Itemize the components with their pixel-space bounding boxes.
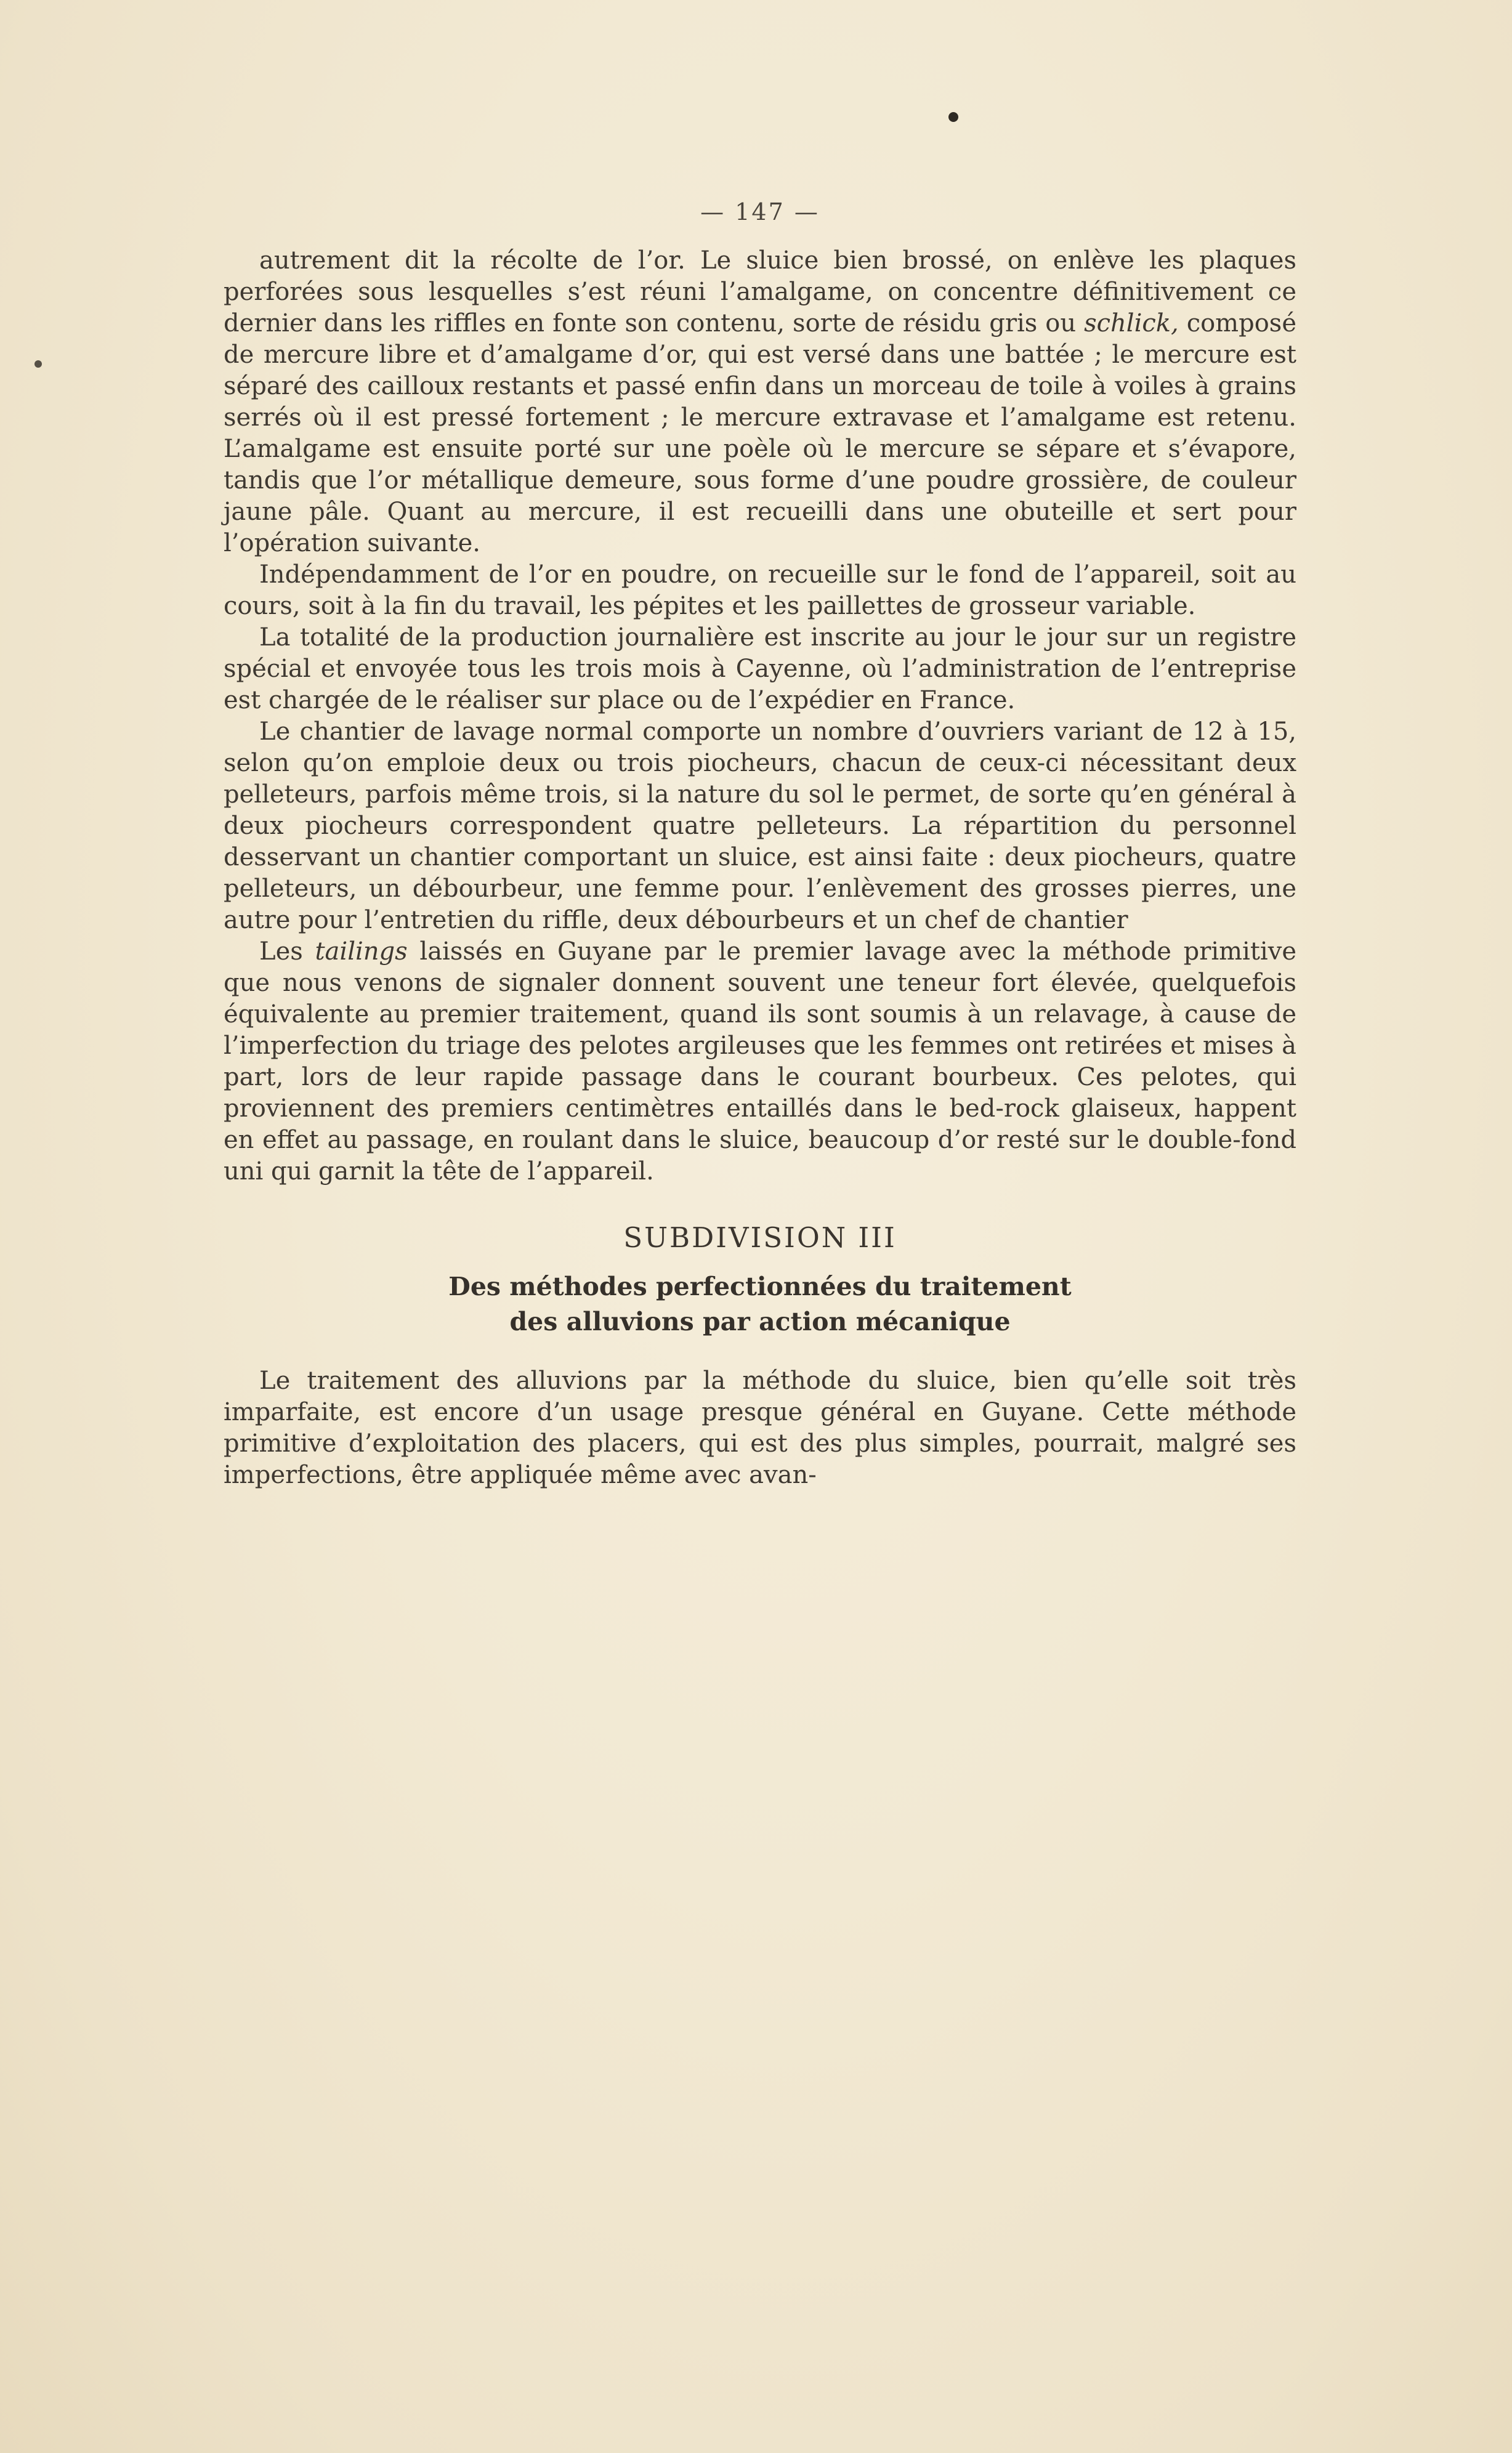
paragraph-workers bbox=[224, 716, 1296, 936]
section-subtitle-line2: des alluvions par action mécanique bbox=[509, 1307, 1011, 1336]
page-number: — 147 — bbox=[700, 198, 820, 225]
section-subtitle-line1: Des méthodes perfectionnées du traitement bbox=[448, 1272, 1072, 1301]
section-subtitle bbox=[224, 1269, 1296, 1340]
term-schlick: schlick, bbox=[1084, 309, 1179, 337]
section-heading: SUBDIVISION III bbox=[623, 1221, 897, 1254]
paragraph-method-intro bbox=[224, 1365, 1296, 1491]
paragraph-text: laissés en Guyane par le premier lavage avec la méthode primitive que nous venons de signaler donnent souvent une teneur fort élevée, quelquefois équivalente au premier traitement, quand ils sont soumis à un relavage, à cause de l’imperfection du triage des pelotes argileuses que les femmes ont retirées et mises à part, lors de leur rapide passage dans le courant bourbeux. Ces pelotes, qui proviennent des premiers centimètres entaillés dans le bed-rock glaiseux, happent en effet au passage, en roulant dans le sluice, beaucoup d’or resté sur le double-fond uni qui garnit la tête de l’appareil. bbox=[224, 937, 1296, 1186]
paragraph-text: La totalité de la production journalière est inscrite au jour le jour sur un registre spécial et envoyée tous les trois mois à Cayenne, où l’administration de l’entreprise est chargée de le réaliser sur place ou de l’expédier en France. bbox=[224, 623, 1296, 714]
ink-dot-artifact bbox=[948, 112, 958, 122]
ink-dot-artifact bbox=[34, 360, 42, 368]
paragraph-sluice-cleanup bbox=[224, 245, 1296, 559]
paragraph-text: Les bbox=[259, 937, 315, 966]
paragraph-text: Le traitement des alluvions par la méthode du sluice, bien qu’elle soit très imparfaite, est encore d’un usage presque général en Guyane. Cette méthode primitive d’exploitation des placers, qui est des plus simples, pourrait, malgré ses imperfections, être appliquée même avec avan- bbox=[224, 1367, 1296, 1489]
paragraph-text: Le chantier de lavage normal comporte un nombre d’ouvriers variant de 12 à 15, selon qu’on emploie deux ou trois piocheurs, chacun de ceux-ci nécessitant deux pelleteurs, parfois même trois, si la nature du sol le permet, de sorte qu’en général à deux piocheurs correspondent quatre pelleteurs. La répartition du personnel desservant un chantier comportant un sluice, est ainsi faite : deux piocheurs, quatre pelleteurs, un débourbeur, une femme pour. l’enlèvement des grosses pierres, une autre pour l’entretien du riffle, deux débourbeurs et un chef de chantier bbox=[224, 717, 1296, 934]
paragraph-tailings bbox=[224, 936, 1296, 1187]
paragraph-nuggets bbox=[224, 559, 1296, 622]
paragraph-production-register bbox=[224, 622, 1296, 716]
paragraph-text: Indépendamment de l’or en poudre, on recueille sur le fond de l’appareil, soit au cours, soit à la fin du travail, les pépites et les paillettes de grosseur variable. bbox=[224, 560, 1296, 620]
term-tailings: tailings bbox=[315, 937, 408, 966]
paragraph-text: autrement dit la récolte de l’or. Le sluice bien brossé, on enlève les plaques perforées sous lesquelles s’est réuni l’amalgame, on concentre définitivement ce dernier dans les riffles en fonte son contenu, sorte de résidu gris ou bbox=[224, 246, 1296, 337]
paragraph-text: composé de mercure libre et d’amalgame d’or, qui est versé dans une battée ; le mercure est séparé des cailloux restants et passé enfin dans un morceau de toile à voiles à grains serrés où il est pressé fortement ; le mercure extravase et l’amalgame est retenu. L’amalgame est ensuite porté sur une poèle où le mercure se sépare et s’évapore, tandis que l’or métallique demeure, sous forme d’une poudre grossière, de couleur jaune pâle. Quant au mercure, il est recueilli dans une obuteille et sert pour l’opération suivante. bbox=[224, 309, 1296, 557]
text-block bbox=[224, 245, 1296, 1491]
